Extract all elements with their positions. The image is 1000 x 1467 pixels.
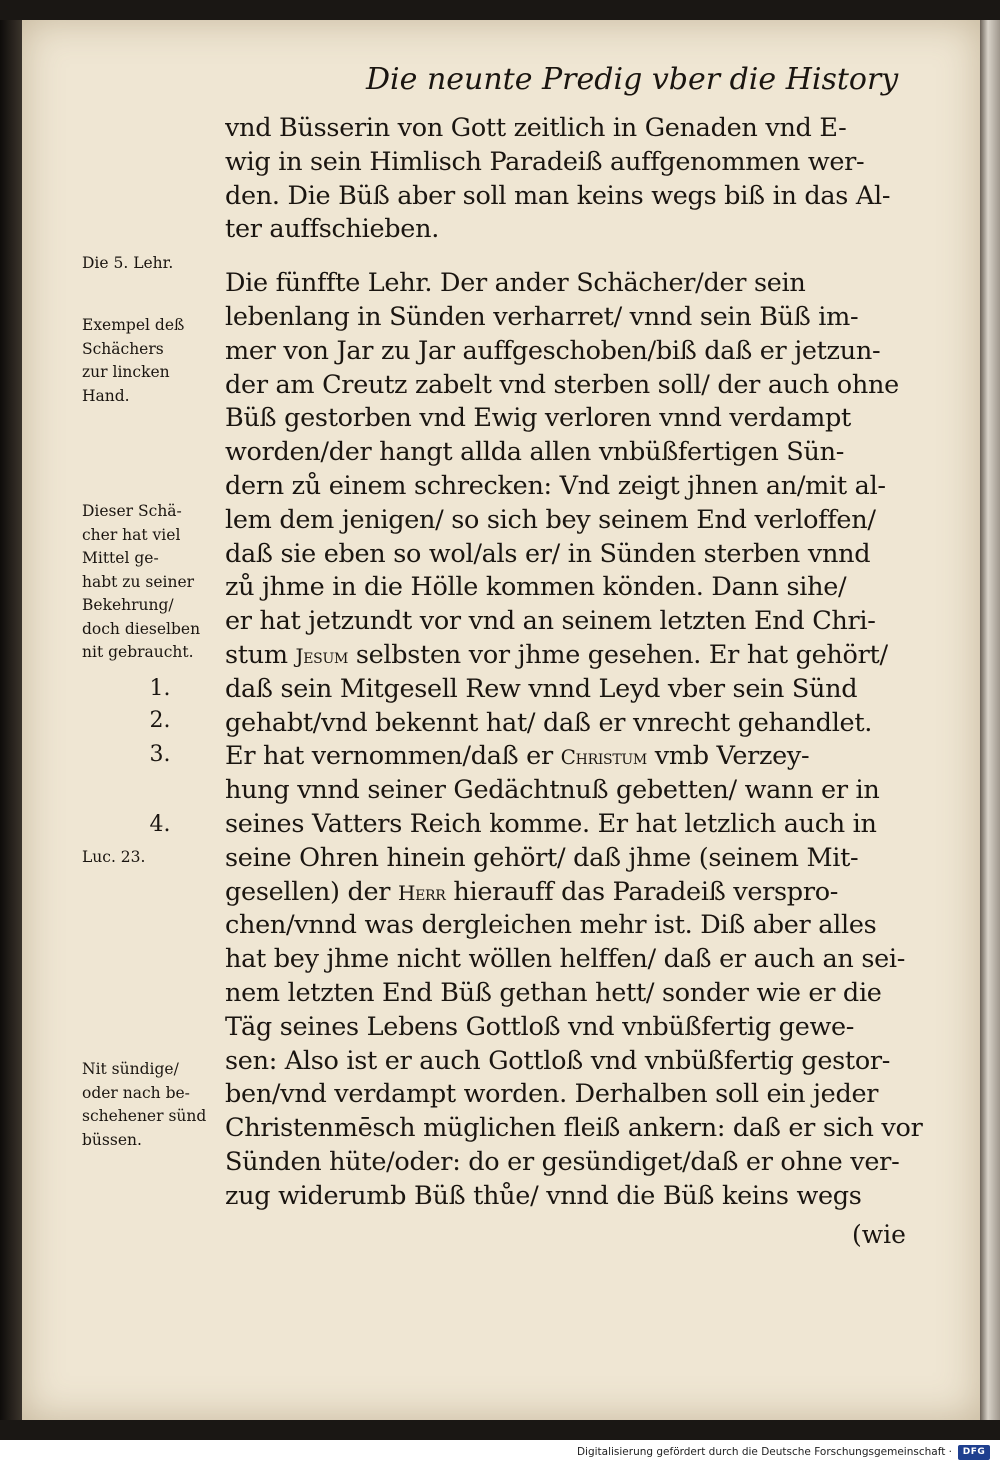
text-line: den. Die Büß aber soll man keins wegs biß in das Al- [225,180,891,211]
marginal-line: Dieser Schä- [82,502,182,520]
text-line: wig in sein Himlisch Paradeiß auffgenommen wer- [225,146,865,177]
text-line: dern zů einem schrecken: Vnd zeigt jhnen an/mit al- [225,470,886,501]
text-line: vnd Büsserin von Gott zeitlich in Genaden vnd E- [225,113,847,143]
text-line: Sünden hüte/oder: do er gesündiget/daß er ohne ver- [225,1146,900,1177]
marginal-line: Schächers [82,339,164,358]
text-line [225,876,925,910]
text-line [225,740,925,774]
text-line: hat bey jhme nicht wöllen helffen/ daß er auch an sei- [225,944,906,975]
body-text [225,112,925,1214]
text-line: zug widerumb Büß thůe/ vnnd die Büß keins wegs [225,1180,862,1211]
text-line: daß sein Mitgesell Rew vnnd Leyd vber sein Sünd [225,673,858,704]
footer [0,1440,1000,1467]
text-segment: hierauff das Paradeiß verspro- [445,876,839,907]
catchword: (wie [852,1220,906,1249]
text-line: hung vnnd seiner Gedächtnuß gebetten/ wann er in [225,775,880,806]
text-line: chen/vnnd was dergleichen mehr ist. Diß aber alles [225,910,877,941]
page-edge [980,20,1000,1420]
footer-credit: Digitalisierung gefördert durch die Deutsche Forschungsgemeinschaft · [576,1446,952,1458]
marginal-note-nit-suendige [82,1058,217,1152]
text-line: der am Creutz zabelt vnd sterben soll/ der auch ohne [225,369,899,400]
text-segment: vmb Verzey- [646,741,810,772]
text-line: Büß gestorben vnd Ewig verloren vnnd verdampt [225,403,851,434]
text-line: lem dem jenigen/ so sich bey seinem End verloffen/ [225,504,876,535]
marginal-line: habt zu seiner [82,572,195,591]
marginal-note-luc [82,846,217,870]
marginal-line: schehener sünd [82,1107,207,1125]
marginal-line: Exempel deß [82,316,185,334]
text-line: er hat jetzundt vor vnd an seinem letzten End Chri- [225,606,876,637]
marginal-line: oder nach be- [82,1083,190,1102]
marginal-line: nit gebraucht. [82,643,194,661]
text-line: Christenmēsch müglichen fleiß ankern: daß er sich vor [225,1113,923,1144]
text-line: ben/vnd verdampt worden. Derhalben soll ein jeder [225,1079,879,1110]
small-caps-name: Herr [397,880,446,905]
text-line: Täg seines Lebens Gottloß vnd vnbüßfertig gewe- [225,1011,855,1042]
text-line: sen: Also ist er auch Gottloß vnd vnbüßfertig gestor- [225,1045,891,1076]
text-segment: selbsten vor jhme gesehen. Er hat gehört/ [348,639,888,670]
book-gutter [0,20,22,1420]
marginal-line: Luc. 23. [82,848,146,866]
marginal-line: Mittel ge- [82,549,159,567]
marginal-note-lehre [82,252,217,276]
text-line: seines Vatters Reich komme. Er hat letzlich auch in [225,808,877,839]
text-line: daß sie eben so wol/als er/ in Sünden sterben vnnd [225,538,871,569]
text-line: seine Ohren hinein gehört/ daß jhme (seinem Mit- [225,842,859,873]
text-line: ter auffschieben. [225,214,440,245]
margin-number-1: 1. [149,676,171,701]
marginal-note-mittel [82,500,217,665]
text-line: mer von Jar zu Jar auffgeschoben/biß daß er jetzun- [225,335,881,366]
text-line: zů jhme in die Hölle kommen könden. Dann sihe/ [225,572,847,603]
text-segment: Er hat vernommen/daß er [225,741,561,772]
marginal-line: Nit sündige/ [82,1060,179,1078]
margin-number-3: 3. [149,742,171,767]
marginal-line: büssen. [82,1130,142,1149]
marginal-line: doch dieselben [82,619,201,638]
text-line: nem letzten End Büß gethan hett/ sonder wie er die [225,977,882,1008]
running-head: Die neunte Predig vber die History [366,62,899,97]
small-caps-name: Jesum [295,643,349,668]
marginal-line: Hand. [82,386,130,405]
text-line: Die fünffte Lehr. Der ander Schächer/der sein [225,268,806,299]
marginal-note-exempel [82,314,217,408]
dfg-logo: DFG [958,1445,990,1460]
marginal-line: cher hat viel [82,525,181,544]
text-line: worden/der hangt allda allen vnbüßfertigen Sün- [225,437,845,468]
text-line [225,639,925,673]
margin-number-4: 4. [149,812,171,837]
marginal-line: Die 5. Lehr. [82,254,174,272]
marginal-line: Bekehrung/ [82,596,174,614]
text-segment: gesellen) der [225,876,398,907]
text-line: gehabt/vnd bekennt hat/ daß er vnrecht gehandlet. [225,707,873,738]
margin-number-2: 2. [149,708,171,733]
text-line: lebenlang in Sünden verharret/ vnnd sein Büß im- [225,301,859,332]
marginal-line: zur lincken [82,363,170,381]
small-caps-name: Christum [560,745,647,770]
text-segment: stum [225,639,296,670]
